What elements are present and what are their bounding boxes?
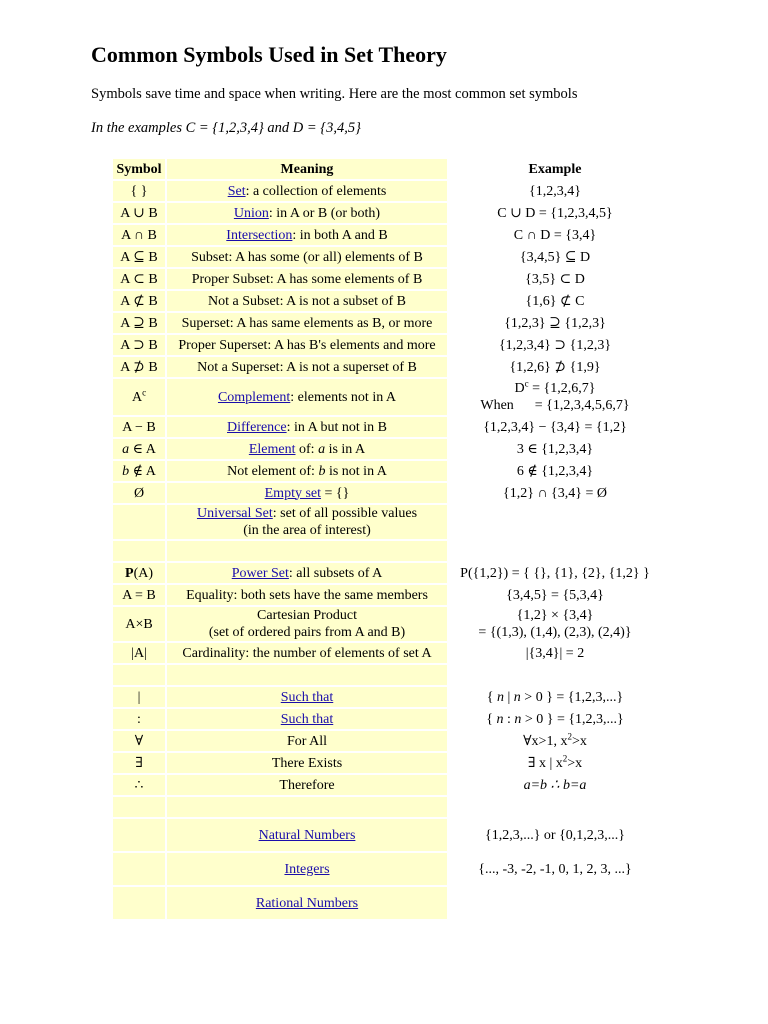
meaning-cell: Superset: A has same elements as B, or more — [167, 313, 447, 333]
set-link[interactable]: Set — [227, 183, 246, 199]
such-that-link[interactable]: Such that — [280, 689, 334, 705]
examples-note: In the examples C = {1,2,3,4} and D = {3,4,5} — [91, 120, 361, 136]
example-cell — [449, 887, 661, 919]
meaning-cell: Not a Superset: A is not a superset of B — [167, 357, 447, 377]
meaning-cell — [167, 709, 447, 729]
header-example: Example — [449, 159, 661, 179]
example-cell: a=b ∴ b=a — [449, 775, 661, 795]
meaning-cell — [167, 853, 447, 885]
intersection-link[interactable]: Intersection — [226, 227, 293, 243]
table-row — [113, 687, 661, 707]
example-cell: {1,2} ∩ {3,4} = Ø — [449, 483, 661, 503]
table-row — [113, 439, 661, 459]
table-row — [113, 203, 661, 223]
header-symbol: Symbol — [113, 159, 165, 179]
table-row — [113, 643, 661, 663]
symbol-cell: { } — [113, 181, 165, 201]
symbol-cell: ∀ — [113, 731, 165, 751]
symbol-cell: A ⊂ B — [113, 269, 165, 289]
table-row — [113, 379, 661, 415]
symbol-cell: ∃ — [113, 753, 165, 773]
example-cell: {1,2,3,4} — [449, 181, 661, 201]
table-row — [113, 853, 661, 885]
example-cell: C ∩ D = {3,4} — [449, 225, 661, 245]
meaning-cell: Cardinality: the number of elements of set A — [167, 643, 447, 663]
page-title: Common Symbols Used in Set Theory — [91, 42, 447, 67]
table-row — [113, 709, 661, 729]
symbol-cell — [113, 887, 165, 919]
symbol-cell: |A| — [113, 643, 165, 663]
example-cell: { n : n > 0 } = {1,2,3,...} — [449, 709, 661, 729]
table-row — [113, 887, 661, 919]
example-cell: ∃ x | $x^2>x$ — [449, 753, 661, 773]
meaning-cell: Proper Superset: A has B's elements and more — [167, 335, 447, 355]
table-row — [113, 563, 661, 583]
table-row — [113, 505, 661, 539]
symbol-cell: A = B — [113, 585, 165, 605]
meaning-cell: Difference: in A but not in B — [167, 417, 447, 437]
example-cell: {1,2} × {3,4} = {(1,3), (1,4), (2,3), (2,4)} — [449, 607, 661, 641]
universal-set-link[interactable]: Universal Set — [196, 506, 273, 521]
symbol-cell: A ⊅ B — [113, 357, 165, 377]
meaning-cell: Power Set: all subsets of A — [167, 563, 447, 583]
symbol-cell — [113, 853, 165, 885]
table-row — [113, 357, 661, 377]
example-cell: {3,4,5} ⊆ D — [449, 247, 661, 267]
meaning-cell: There Exists — [167, 753, 447, 773]
integers-link[interactable]: Integers — [284, 861, 330, 877]
symbol-cell: P(A) — [113, 563, 165, 583]
example-cell: P({1,2}) = { {}, {1}, {2}, {1,2} } — [449, 563, 661, 583]
blank-row — [113, 665, 661, 685]
rational-numbers-link[interactable]: Rational Numbers — [255, 895, 359, 911]
meaning-cell: Therefore — [167, 775, 447, 795]
symbol-cell: A ⊃ B — [113, 335, 165, 355]
table-row — [113, 731, 661, 751]
table-row — [113, 247, 661, 267]
symbol-cell: ∴ — [113, 775, 165, 795]
table-row — [113, 585, 661, 605]
blank-row — [113, 541, 661, 561]
table-row — [113, 269, 661, 289]
symbol-cell: A ⊆ B — [113, 247, 165, 267]
power-set-link[interactable]: Power Set — [231, 565, 289, 581]
example-cell: ∀x>1, $x^2>x$ — [449, 731, 661, 751]
meaning-cell: Set: a collection of elements — [167, 181, 447, 201]
example-cell: {1,2,6} ⊅ {1,9} — [449, 357, 661, 377]
example-cell: {1,2,3,4} ⊃ {1,2,3} — [449, 335, 661, 355]
empty-set-link[interactable]: Empty set — [264, 485, 322, 501]
meaning-cell: Not a Subset: A is not a subset of B — [167, 291, 447, 311]
table-row — [113, 313, 661, 333]
symbol-cell: $A^c$ — [113, 379, 165, 415]
meaning-cell: Universal Set: set of all possible values (in the area of interest) — [167, 505, 447, 539]
table-row — [113, 819, 661, 851]
example-cell: $D^c = \{1,2,6,7\}$ When = {1,2,3,4,5,6,7} — [449, 379, 661, 415]
symbols-table — [113, 157, 661, 921]
meaning-cell: Cartesian Product (set of ordered pairs from A and B) — [167, 607, 447, 641]
complement-link[interactable]: Complement — [217, 389, 291, 405]
example-cell: {1,2,3,...} or {0,1,2,3,...} — [449, 819, 661, 851]
example-cell: {3,5} ⊂ D — [449, 269, 661, 289]
example-cell: { n | n > 0 } = {1,2,3,...} — [449, 687, 661, 707]
such-that-colon-link[interactable]: Such that — [280, 711, 334, 727]
meaning-cell: Complement: elements not in A — [167, 379, 447, 415]
symbol-cell: A×B — [113, 607, 165, 641]
intro-text: Symbols save time and space when writing. Here are the most common set symbols — [91, 86, 578, 102]
example-cell: 3 ∈ {1,2,3,4} — [449, 439, 661, 459]
element-link[interactable]: Element — [248, 441, 296, 457]
meaning-cell: Empty set = {} — [167, 483, 447, 503]
example-cell: {1,2,3,4} − {3,4} = {1,2} — [449, 417, 661, 437]
symbol-cell: a ∈ A — [113, 439, 165, 459]
table-row — [113, 181, 661, 201]
difference-link[interactable]: Difference — [227, 419, 287, 435]
symbol-cell: A ∪ B — [113, 203, 165, 223]
table-row — [113, 225, 661, 245]
symbol-cell — [113, 505, 165, 539]
example-cell: {3,4,5} = {5,3,4} — [449, 585, 661, 605]
symbol-cell: | — [113, 687, 165, 707]
table-row — [113, 417, 661, 437]
meaning-cell — [167, 819, 447, 851]
example-cell: |{3,4}| = 2 — [449, 643, 661, 663]
symbol-cell: Ø — [113, 483, 165, 503]
table-header — [113, 159, 661, 179]
union-link[interactable]: Union — [233, 205, 269, 221]
symbol-cell: A ⊄ B — [113, 291, 165, 311]
symbol-cell: A ⊇ B — [113, 313, 165, 333]
example-cell: C ∪ D = {1,2,3,4,5} — [449, 203, 661, 223]
meaning-cell: Intersection: in both A and B — [167, 225, 447, 245]
table-row — [113, 335, 661, 355]
symbol-cell: b ∉ A — [113, 461, 165, 481]
blank-row — [113, 797, 661, 817]
table-row — [113, 753, 661, 773]
table-row — [113, 607, 661, 641]
table-row — [113, 291, 661, 311]
meaning-cell: For All — [167, 731, 447, 751]
example-cell: 6 ∉ {1,2,3,4} — [449, 461, 661, 481]
table-row — [113, 483, 661, 503]
example-cell: {1,2,3} ⊇ {1,2,3} — [449, 313, 661, 333]
example-cell — [449, 505, 661, 539]
meaning-cell: Equality: both sets have the same members — [167, 585, 447, 605]
example-cell: {..., -3, -2, -1, 0, 1, 2, 3, ...} — [449, 853, 661, 885]
symbol-cell: A − B — [113, 417, 165, 437]
example-cell: {1,6} ⊄ C — [449, 291, 661, 311]
table-row — [113, 461, 661, 481]
header-meaning: Meaning — [167, 159, 447, 179]
symbol-cell: A ∩ B — [113, 225, 165, 245]
meaning-cell — [167, 687, 447, 707]
meaning-cell — [167, 887, 447, 919]
meaning-cell: Element of: a is in A — [167, 439, 447, 459]
symbol-cell — [113, 819, 165, 851]
meaning-cell: Subset: A has some (or all) elements of B — [167, 247, 447, 267]
meaning-cell: Union: in A or B (or both) — [167, 203, 447, 223]
natural-numbers-link[interactable]: Natural Numbers — [258, 827, 356, 843]
table-row — [113, 775, 661, 795]
symbol-cell: : — [113, 709, 165, 729]
meaning-cell: Not element of: b is not in A — [167, 461, 447, 481]
meaning-cell: Proper Subset: A has some elements of B — [167, 269, 447, 289]
